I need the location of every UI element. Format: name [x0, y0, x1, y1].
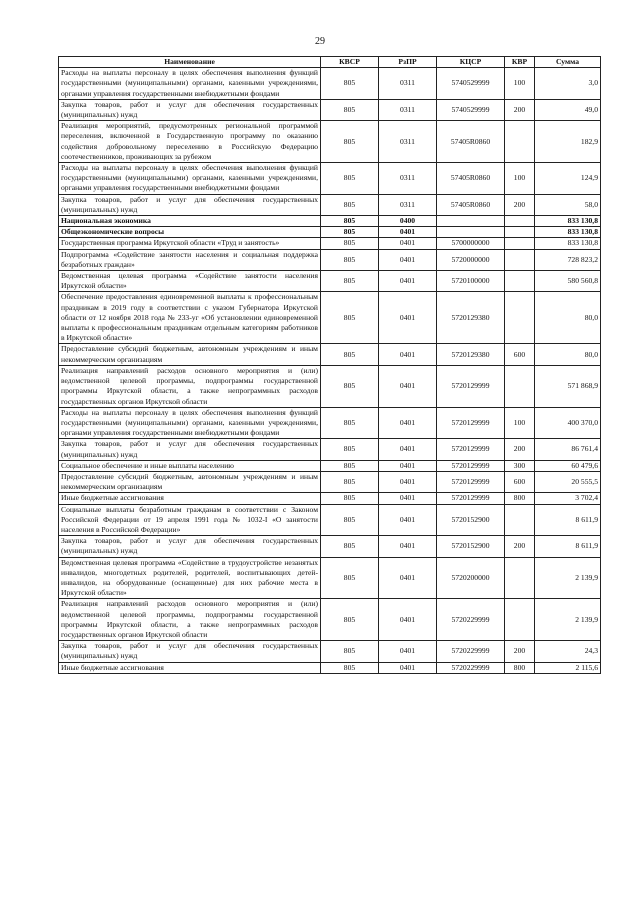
row-kcsr: 5720129999 [437, 365, 505, 407]
row-kcsr: 5720129380 [437, 292, 505, 344]
row-name: Закупка товаров, работ и услуг для обеспечения государственных (муниципальных) нужд [59, 536, 321, 557]
row-name: Социальное обеспечение и иные выплаты населению [59, 460, 321, 471]
row-kcsr: 5720000000 [437, 249, 505, 270]
row-sum: 833 130,8 [535, 227, 601, 238]
row-sum: 8 611,9 [535, 536, 601, 557]
row-rzpr: 0401 [379, 599, 437, 641]
row-rzpr: 0401 [379, 344, 437, 365]
row-kvr: 800 [505, 662, 535, 673]
row-kvsr: 805 [321, 504, 379, 536]
row-kvsr: 805 [321, 271, 379, 292]
row-kcsr [437, 216, 505, 227]
row-kvr [505, 599, 535, 641]
row-kvsr: 805 [321, 249, 379, 270]
table-header-row [59, 57, 601, 68]
row-kvsr: 805 [321, 493, 379, 504]
row-kvsr: 805 [321, 99, 379, 120]
row-kvr: 600 [505, 344, 535, 365]
row-sum: 58,0 [535, 194, 601, 215]
row-rzpr: 0401 [379, 292, 437, 344]
row-rzpr: 0401 [379, 439, 437, 460]
table-row [59, 557, 601, 599]
row-rzpr: 0401 [379, 249, 437, 270]
table-row [59, 365, 601, 407]
row-name: Предоставление субсидий бюджетным, автономным учреждениям и иным некоммерческим организациям [59, 344, 321, 365]
row-sum: 24,3 [535, 641, 601, 662]
row-kvr: 200 [505, 536, 535, 557]
row-kcsr: 5720129999 [437, 407, 505, 439]
row-kcsr: 5700000000 [437, 238, 505, 249]
row-kcsr: 5720200000 [437, 557, 505, 599]
row-rzpr: 0311 [379, 68, 437, 100]
row-sum: 80,0 [535, 292, 601, 344]
table-row [59, 227, 601, 238]
table-row [59, 99, 601, 120]
row-name: Предоставление субсидий бюджетным, автономным учреждениям и иным некоммерческим организациям [59, 471, 321, 492]
table-row [59, 504, 601, 536]
row-kvr: 100 [505, 163, 535, 195]
row-rzpr: 0401 [379, 460, 437, 471]
table-row [59, 121, 601, 163]
row-rzpr: 0311 [379, 121, 437, 163]
row-sum: 3 702,4 [535, 493, 601, 504]
row-name: Национальная экономика [59, 216, 321, 227]
row-name: Закупка товаров, работ и услуг для обеспечения государственных (муниципальных) нужд [59, 99, 321, 120]
row-rzpr: 0311 [379, 163, 437, 195]
row-sum: 571 868,9 [535, 365, 601, 407]
header-name: Наименование [59, 57, 321, 68]
row-kvr [505, 121, 535, 163]
table-row [59, 439, 601, 460]
header-sum: Сумма [535, 57, 601, 68]
row-kvsr: 805 [321, 460, 379, 471]
row-kcsr: 5720129999 [437, 460, 505, 471]
row-sum: 400 370,0 [535, 407, 601, 439]
row-name: Иные бюджетные ассигнования [59, 493, 321, 504]
row-kvsr: 805 [321, 216, 379, 227]
row-rzpr: 0400 [379, 216, 437, 227]
row-kvr: 200 [505, 439, 535, 460]
row-kcsr: 5720152900 [437, 504, 505, 536]
table-row [59, 471, 601, 492]
table-row [59, 292, 601, 344]
budget-table [58, 56, 601, 674]
row-kvsr: 805 [321, 163, 379, 195]
row-kvr: 800 [505, 493, 535, 504]
row-sum: 182,9 [535, 121, 601, 163]
row-kcsr: 5720100000 [437, 271, 505, 292]
table-row [59, 493, 601, 504]
table-row [59, 194, 601, 215]
row-name: Иные бюджетные ассигнования [59, 662, 321, 673]
row-rzpr: 0311 [379, 99, 437, 120]
table-row [59, 163, 601, 195]
header-kcsr: КЦСР [437, 57, 505, 68]
row-name: Расходы на выплаты персоналу в целях обеспечения выполнения функций государственными (муниципальными) органами, казенными учреждениями, органами управления государственными внебюджетными фондами [59, 68, 321, 100]
row-kcsr: 57405R0860 [437, 194, 505, 215]
row-sum: 49,0 [535, 99, 601, 120]
row-kvsr: 805 [321, 365, 379, 407]
row-kcsr: 5720129999 [437, 439, 505, 460]
row-kvsr: 805 [321, 662, 379, 673]
row-kcsr: 5720129999 [437, 471, 505, 492]
table-row [59, 249, 601, 270]
row-kvr: 200 [505, 99, 535, 120]
row-rzpr: 0401 [379, 365, 437, 407]
row-sum: 3,0 [535, 68, 601, 100]
row-name: Закупка товаров, работ и услуг для обеспечения государственных (муниципальных) нужд [59, 641, 321, 662]
row-kvsr: 805 [321, 439, 379, 460]
row-sum: 580 560,8 [535, 271, 601, 292]
row-rzpr: 0401 [379, 536, 437, 557]
row-rzpr: 0401 [379, 471, 437, 492]
table-row [59, 407, 601, 439]
table-row [59, 344, 601, 365]
row-name: Государственная программа Иркутской области «Труд и занятость» [59, 238, 321, 249]
row-rzpr: 0401 [379, 641, 437, 662]
row-kcsr: 5720229999 [437, 599, 505, 641]
row-name: Реализация мероприятий, предусмотренных региональной программой переселения, включенной в Государственную программу по оказанию содействия добровольному переселению в Российскую Федерацию соотечественников, проживающих за рубежом [59, 121, 321, 163]
row-kvr: 100 [505, 407, 535, 439]
row-kvr [505, 365, 535, 407]
row-kvr: 200 [505, 194, 535, 215]
row-kvsr: 805 [321, 344, 379, 365]
row-kvsr: 805 [321, 471, 379, 492]
row-kvr: 300 [505, 460, 535, 471]
table-row [59, 641, 601, 662]
row-kvr [505, 557, 535, 599]
row-kvsr: 805 [321, 68, 379, 100]
table-row [59, 662, 601, 673]
row-kvsr: 805 [321, 536, 379, 557]
row-kcsr: 5720229999 [437, 662, 505, 673]
row-name: Социальные выплаты безработным гражданам в соответствии с Законом Российской Федерации от 19 апреля 1991 года № 1032-I «О занятости населения в Российской Федерации» [59, 504, 321, 536]
row-name: Расходы на выплаты персоналу в целях обеспечения выполнения функций государственными (муниципальными) органами, казенными учреждениями, органами управления государственными внебюджетными фондами [59, 407, 321, 439]
row-name: Ведомственная целевая программа «Содействие занятости населения Иркутской области» [59, 271, 321, 292]
table-row [59, 460, 601, 471]
row-sum: 86 761,4 [535, 439, 601, 460]
header-kvr: КВР [505, 57, 535, 68]
table-row [59, 68, 601, 100]
row-kvr [505, 504, 535, 536]
row-kvsr: 805 [321, 292, 379, 344]
row-name: Обеспечение предоставления единовременной выплаты к профессиональным праздникам в 2019 году в соответствии с указом Губернатора Иркутской области от 12 ноября 2018 года № 233-уг «Об установлении единовременной выплаты к профессиональным праздникам отдельным категориям работников в Иркутской области» [59, 292, 321, 344]
row-rzpr: 0401 [379, 504, 437, 536]
row-kvr: 600 [505, 471, 535, 492]
row-kvr [505, 238, 535, 249]
row-name: Закупка товаров, работ и услуг для обеспечения государственных (муниципальных) нужд [59, 439, 321, 460]
row-rzpr: 0401 [379, 557, 437, 599]
row-sum: 2 139,9 [535, 599, 601, 641]
table-row [59, 536, 601, 557]
row-name: Подпрограмма «Содействие занятости населения и социальная поддержка безработных граждан» [59, 249, 321, 270]
row-kvsr: 805 [321, 227, 379, 238]
row-kcsr: 57405R0860 [437, 163, 505, 195]
row-kcsr: 5740529999 [437, 68, 505, 100]
row-sum: 20 555,5 [535, 471, 601, 492]
row-kvr: 200 [505, 641, 535, 662]
row-sum: 833 130,8 [535, 238, 601, 249]
row-sum: 2 115,6 [535, 662, 601, 673]
row-sum: 728 823,2 [535, 249, 601, 270]
row-kvr [505, 292, 535, 344]
row-kcsr: 57405R0860 [437, 121, 505, 163]
row-name: Реализация направлений расходов основного мероприятия и (или) ведомственной целевой программы, подпрограммы государственной программы Иркутской области, а также непрограммных расходов государственных органов Иркутской области [59, 365, 321, 407]
row-kvr [505, 271, 535, 292]
row-rzpr: 0401 [379, 493, 437, 504]
row-kvsr: 805 [321, 194, 379, 215]
table-row [59, 216, 601, 227]
row-kvsr: 805 [321, 121, 379, 163]
row-sum: 833 130,8 [535, 216, 601, 227]
row-sum: 2 139,9 [535, 557, 601, 599]
row-kvr [505, 227, 535, 238]
row-kvsr: 805 [321, 599, 379, 641]
row-rzpr: 0401 [379, 271, 437, 292]
row-kcsr: 5720152900 [437, 536, 505, 557]
row-sum: 8 611,9 [535, 504, 601, 536]
row-kvsr: 805 [321, 557, 379, 599]
row-kvr: 100 [505, 68, 535, 100]
row-kvsr: 805 [321, 238, 379, 249]
row-kcsr: 5740529999 [437, 99, 505, 120]
row-sum: 80,0 [535, 344, 601, 365]
row-rzpr: 0401 [379, 407, 437, 439]
row-kvr [505, 216, 535, 227]
table-row [59, 238, 601, 249]
row-kcsr: 5720129999 [437, 493, 505, 504]
row-sum: 124,9 [535, 163, 601, 195]
row-kvsr: 805 [321, 407, 379, 439]
row-rzpr: 0401 [379, 238, 437, 249]
header-kvsr: КВСР [321, 57, 379, 68]
table-row [59, 599, 601, 641]
row-rzpr: 0311 [379, 194, 437, 215]
row-name: Ведомственная целевая программа «Содействие в трудоустройстве незанятых инвалидов, многодетных родителей, родителей, воспитывающих детей-инвалидов, на оборудованные (оснащенные) для них рабочие места в Иркутской области» [59, 557, 321, 599]
row-kcsr [437, 227, 505, 238]
row-kcsr: 5720229999 [437, 641, 505, 662]
row-kvsr: 805 [321, 641, 379, 662]
page-number: 29 [315, 36, 325, 47]
header-rzpr: РзПР [379, 57, 437, 68]
row-rzpr: 0401 [379, 662, 437, 673]
row-rzpr: 0401 [379, 227, 437, 238]
row-name: Реализация направлений расходов основного мероприятия и (или) ведомственной целевой программы, подпрограммы государственной программы Иркутской области, а также непрограммных расходов государственных органов Иркутской области [59, 599, 321, 641]
table-row [59, 271, 601, 292]
row-name: Общеэкономические вопросы [59, 227, 321, 238]
row-kcsr: 5720129380 [437, 344, 505, 365]
row-sum: 60 479,6 [535, 460, 601, 471]
row-name: Закупка товаров, работ и услуг для обеспечения государственных (муниципальных) нужд [59, 194, 321, 215]
row-name: Расходы на выплаты персоналу в целях обеспечения выполнения функций государственными (муниципальными) органами, казенными учреждениями, органами управления государственными внебюджетными фондами [59, 163, 321, 195]
row-kvr [505, 249, 535, 270]
